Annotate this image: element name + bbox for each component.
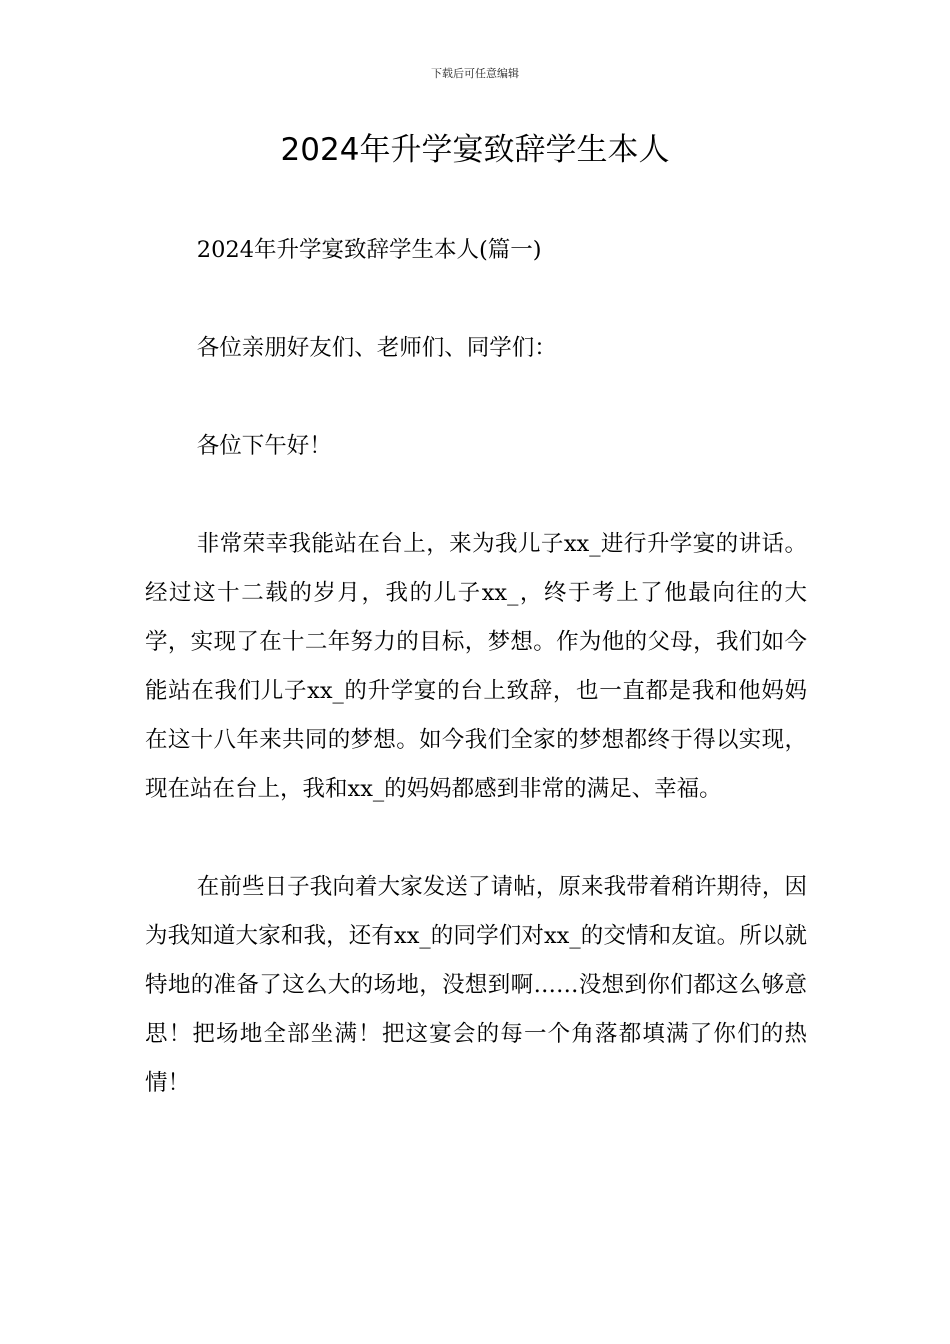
document-body xyxy=(145,226,807,1157)
section-heading: 2024年升学宴致辞学生本人(篇一) xyxy=(196,237,542,263)
body-paragraph: 在前些日子我向着大家发送了请帖，原来我带着稍许期待，因为我知道大家和我，还有xx_的同学们对xx_的交情和友谊。所以就特地的准备了这么大的场地，没想到啊……没想到你们都这么够意思！把场地全部坐满！把这宴会的每一个角落都填满了你们的热情！ xyxy=(145,874,807,1096)
header-note: 下载后可任意编辑 xyxy=(431,67,519,80)
document-title: 2024年升学宴致辞学生本人 xyxy=(280,132,670,168)
greeting: 各位下午好！ xyxy=(196,433,332,459)
body-paragraph: 非常荣幸我能站在台上，来为我儿子xx_进行升学宴的讲话。经过这十二载的岁月，我的儿子xx_，终于考上了他最向往的大学，实现了在十二年努力的目标，梦想。作为他的父母，我们如今能站在我们儿子xx_的升学宴的台上致辞，也一直都是我和他妈妈在这十八年来共同的梦想。如今我们全家的梦想都终于得以实现，现在站在台上，我和xx_的妈妈都感到非常的满足、幸福。 xyxy=(145,531,807,802)
salutation: 各位亲朋好友们、老师们、同学们： xyxy=(196,335,557,361)
